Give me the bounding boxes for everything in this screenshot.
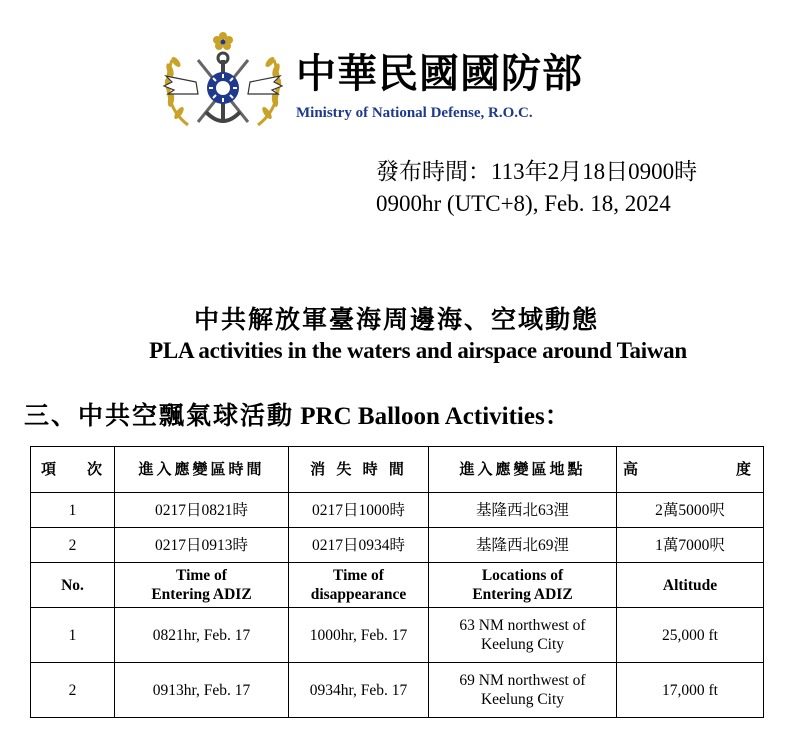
release-time-cn: 發布時間：113年2月18日0900時: [376, 159, 698, 184]
cell-location: 基隆西北69浬: [429, 528, 617, 563]
cell-no: 2: [31, 528, 115, 563]
header-en-no: No.: [31, 563, 115, 608]
org-name-en: Ministry of National Defense, R.O.C.: [296, 105, 533, 121]
table-row: [31, 608, 764, 663]
header-cn-location: 進入應變區地點: [429, 447, 617, 493]
cell-location: 69 NM northwest of Keelung City: [429, 663, 617, 718]
cell-entry-time: 0217日0821時: [115, 493, 289, 528]
header-cn-no: 項 次: [31, 447, 115, 493]
table-header-cn: [31, 447, 764, 493]
cell-altitude: 17,000 ft: [617, 663, 764, 718]
section-heading: [24, 400, 570, 433]
table-row: [31, 663, 764, 718]
document-title-cn: 中共解放軍臺海周邊海、空域動態: [193, 305, 599, 334]
header-cn-altitude: 高 度: [617, 447, 764, 493]
cell-entry-time: 0821hr, Feb. 17: [115, 608, 289, 663]
cell-altitude: 1萬7000呎: [617, 528, 764, 563]
header-cn-disappear: 消 失 時 間: [289, 447, 429, 493]
header-en-location: Locations of Entering ADIZ: [429, 563, 617, 608]
balloon-activities-table: [30, 446, 764, 718]
header-en-altitude: Altitude: [617, 563, 764, 608]
cell-disappear: 0934hr, Feb. 17: [289, 663, 429, 718]
section-heading-cn: 三、中共空飄氣球活動: [24, 401, 295, 430]
cell-entry-time: 0217日0913時: [115, 528, 289, 563]
cell-disappear: 0217日0934時: [289, 528, 429, 563]
cell-location: 63 NM northwest of Keelung City: [429, 608, 617, 663]
cell-no: 1: [31, 493, 115, 528]
table-row: [31, 528, 764, 563]
org-name-cn: 中華民國國防部: [296, 51, 583, 97]
cell-no: 1: [31, 608, 115, 663]
mnd-emblem-icon: [158, 30, 288, 140]
document-title-en: PLA activities in the waters and airspace around Taiwan: [149, 338, 687, 363]
cell-altitude: 25,000 ft: [617, 608, 764, 663]
cell-altitude: 2萬5000呎: [617, 493, 764, 528]
table-header-en: [31, 563, 764, 608]
header-cn-entry-time: 進入應變區時間: [115, 447, 289, 493]
release-time-en: 0900hr (UTC+8), Feb. 18, 2024: [376, 191, 671, 216]
table-row: [31, 493, 764, 528]
header-en-disappear: Time of disappearance: [289, 563, 429, 608]
section-heading-en: PRC Balloon Activities：: [294, 403, 570, 430]
cell-disappear: 1000hr, Feb. 17: [289, 608, 429, 663]
header-en-entry-time: Time of Entering ADIZ: [115, 563, 289, 608]
cell-no: 2: [31, 663, 115, 718]
cell-entry-time: 0913hr, Feb. 17: [115, 663, 289, 718]
cell-location: 基隆西北63浬: [429, 493, 617, 528]
cell-disappear: 0217日1000時: [289, 493, 429, 528]
